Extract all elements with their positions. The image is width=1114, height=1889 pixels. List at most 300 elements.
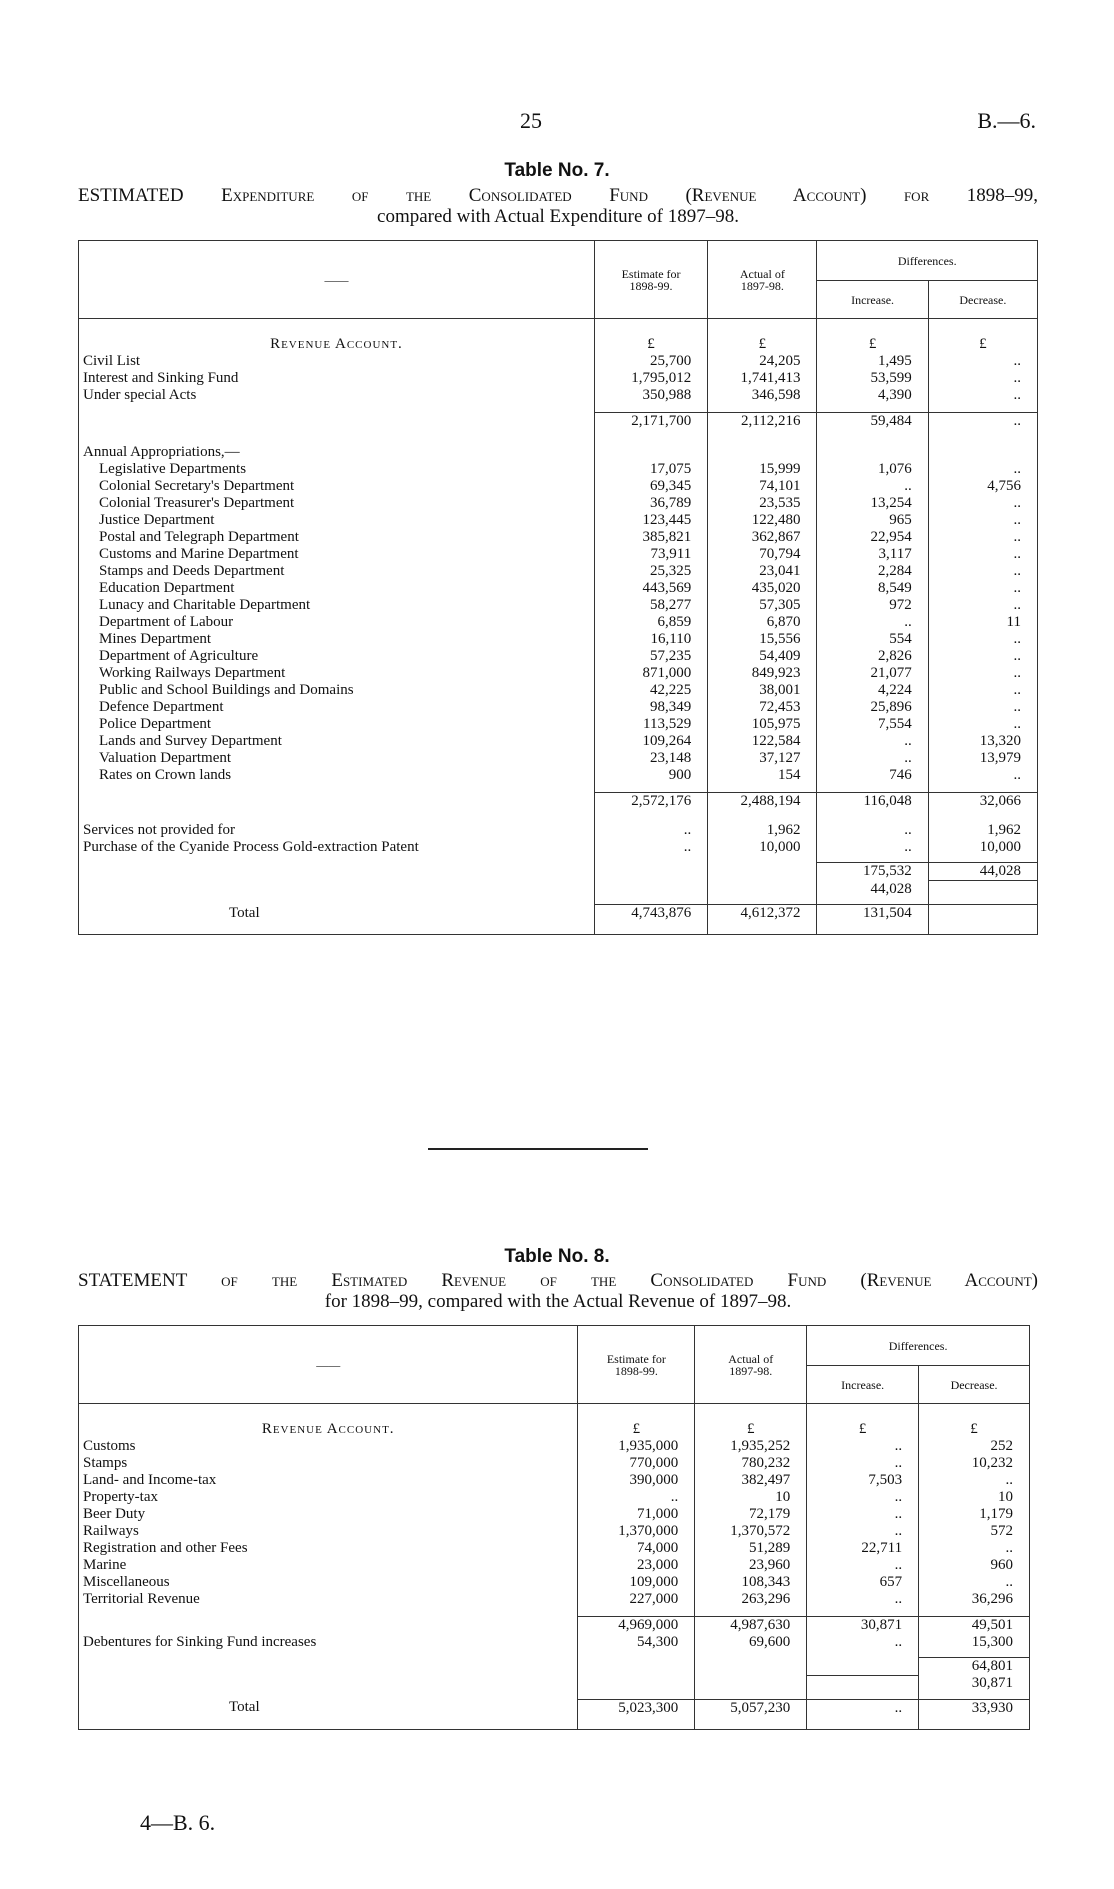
- spacer-cell: [919, 1608, 1030, 1617]
- actual-cell: 105,975: [708, 716, 817, 733]
- row-label: Civil List: [79, 353, 595, 370]
- spacer-cell: [594, 444, 707, 461]
- actual-cell: 72,179: [695, 1506, 807, 1523]
- increase-cell: 22,711: [807, 1540, 919, 1557]
- increase-cell: ..: [817, 822, 928, 839]
- increase-cell: 131,504: [817, 905, 928, 935]
- table8: [78, 1325, 1030, 1730]
- table-row: [79, 1574, 1030, 1591]
- spacer-cell: [928, 810, 1037, 822]
- actual-cell: 38,001: [708, 682, 817, 699]
- estimate-cell: 443,569: [594, 580, 707, 597]
- row-label: Justice Department: [79, 512, 595, 529]
- increase-cell: 3,117: [817, 546, 928, 563]
- table7-differences-header: Differences.: [817, 241, 1038, 281]
- currency-symbol: £: [594, 336, 707, 353]
- table-row: [79, 580, 1038, 597]
- increase-cell: ..: [807, 1438, 919, 1455]
- decrease-cell: ..: [928, 597, 1037, 614]
- table8-title: Table No. 8.: [504, 1246, 610, 1267]
- table-row: [79, 1472, 1030, 1489]
- estimate-cell: 25,325: [594, 563, 707, 580]
- decrease-cell: 572: [919, 1523, 1030, 1540]
- actual-cell: 362,867: [708, 529, 817, 546]
- table8-estimate-header: Estimate for 1898-99.: [578, 1326, 695, 1404]
- table7-caption-rest: Expenditure of the Consolidated Fund (Revenue Account) for 1898–99,: [221, 185, 1039, 206]
- estimate-cell: 1,935,000: [578, 1438, 695, 1455]
- table-row: [79, 1438, 1030, 1455]
- decrease-cell: 252: [919, 1438, 1030, 1455]
- estimate-cell: 25,700: [594, 353, 707, 370]
- actual-cell: 122,480: [708, 512, 817, 529]
- decrease-cell: ..: [928, 580, 1037, 597]
- table8-caption: [78, 1270, 1038, 1291]
- actual-cell: 2,112,216: [708, 413, 817, 431]
- estimate-cell: 900: [594, 767, 707, 784]
- increase-cell: ..: [807, 1523, 919, 1540]
- actual-cell: 6,870: [708, 614, 817, 631]
- actual-cell: 74,101: [708, 478, 817, 495]
- actual-cell: 263,296: [695, 1591, 807, 1608]
- annual-appropriations-head: Annual Appropriations,—: [79, 444, 595, 461]
- table-row: [79, 767, 1038, 784]
- estimate-cell: 74,000: [578, 1540, 695, 1557]
- increase-cell: 2,284: [817, 563, 928, 580]
- actual-cell: 122,584: [708, 733, 817, 750]
- estimate-cell: 2,171,700: [594, 413, 707, 431]
- decrease-cell: ..: [928, 370, 1037, 387]
- table-row: [79, 370, 1038, 387]
- decrease-cell: 10: [919, 1489, 1030, 1506]
- increase-cell: ..: [807, 1455, 919, 1472]
- total-row: [79, 1699, 1030, 1729]
- row-label: Mines Department: [79, 631, 595, 648]
- estimate-cell: 4,743,876: [594, 905, 707, 935]
- actual-cell: 15,556: [708, 631, 817, 648]
- spacer-cell: [708, 784, 817, 793]
- increase-cell: 554: [817, 631, 928, 648]
- increase-cell: 965: [817, 512, 928, 529]
- decrease-cell: ..: [928, 563, 1037, 580]
- table7-caption-word1: ESTIMATED: [78, 185, 184, 206]
- table-row: [79, 413, 1038, 431]
- decrease-cell: ..: [928, 648, 1037, 665]
- estimate-cell: 58,277: [594, 597, 707, 614]
- actual-cell: 51,289: [695, 1540, 807, 1557]
- decrease-cell: ..: [928, 716, 1037, 733]
- decrease-cell: 10,000: [928, 839, 1037, 856]
- spacer-cell: [578, 1658, 695, 1676]
- increase-cell: ..: [807, 1591, 919, 1608]
- increase-cell: ..: [807, 1506, 919, 1523]
- spacer-cell: [695, 1658, 807, 1676]
- estimate-cell: 6,859: [594, 614, 707, 631]
- spacer-cell: [578, 1608, 695, 1617]
- spacer-cell: [817, 430, 928, 444]
- increase-cell: 7,554: [817, 716, 928, 733]
- table7-caption-line2: compared with Actual Expenditure of 1897–98.: [377, 206, 739, 227]
- decrease-cell: ..: [928, 495, 1037, 512]
- section-separator: [428, 1148, 648, 1150]
- spacer-cell: [708, 863, 817, 881]
- increase-offset: 44,028: [817, 881, 928, 899]
- actual-cell: 2,488,194: [708, 793, 817, 811]
- estimate-cell: ..: [594, 839, 707, 856]
- estimate-cell: 17,075: [594, 461, 707, 478]
- row-label: Miscellaneous: [79, 1574, 578, 1591]
- row-label: Registration and other Fees: [79, 1540, 578, 1557]
- increase-cell: 4,224: [817, 682, 928, 699]
- currency-symbol: £: [807, 1421, 919, 1438]
- increase-cell: 116,048: [817, 793, 928, 811]
- spacer-cell: [594, 784, 707, 793]
- table8-caption-rest: of the Estimated Revenue of the Consolidated Fund (Revenue Account): [221, 1270, 1039, 1291]
- row-label: Lunacy and Charitable Department: [79, 597, 595, 614]
- spacer-cell: [79, 1658, 578, 1676]
- table8-section-head: Revenue Account.: [79, 1421, 578, 1438]
- estimate-cell: 73,911: [594, 546, 707, 563]
- spacer-cell: [708, 404, 817, 413]
- spacer-cell: [695, 1608, 807, 1617]
- row-label: [79, 793, 595, 811]
- table8-actual-header: Actual of 1897-98.: [695, 1326, 807, 1404]
- estimate-cell: 71,000: [578, 1506, 695, 1523]
- row-label: Customs and Marine Department: [79, 546, 595, 563]
- row-label: Total: [79, 905, 595, 935]
- spacer-cell: [594, 863, 707, 881]
- increase-cell: 21,077: [817, 665, 928, 682]
- row-label: Department of Agriculture: [79, 648, 595, 665]
- table-row: [79, 597, 1038, 614]
- currency-symbol: £: [817, 336, 928, 353]
- currency-symbol: £: [695, 1421, 807, 1438]
- decrease-cell: ..: [928, 353, 1037, 370]
- increase-gross: 175,532: [817, 863, 928, 881]
- table-row: [79, 1523, 1030, 1540]
- table-row: [79, 353, 1038, 370]
- table-row: [79, 665, 1038, 682]
- decrease-cell: 11: [928, 614, 1037, 631]
- row-label: Customs: [79, 1438, 578, 1455]
- decrease-cell: ..: [928, 512, 1037, 529]
- table-row: [79, 1506, 1030, 1523]
- spacer-cell: [708, 810, 817, 822]
- estimate-cell: 113,529: [594, 716, 707, 733]
- increase-cell: 53,599: [817, 370, 928, 387]
- decrease-cell: ..: [928, 413, 1037, 431]
- increase-cell: 30,871: [807, 1617, 919, 1635]
- row-label: Railways: [79, 1523, 578, 1540]
- increase-cell: 746: [817, 767, 928, 784]
- table8-caption-line2: for 1898–99, compared with the Actual Revenue of 1897–98.: [324, 1291, 792, 1312]
- table-row: [79, 822, 1038, 839]
- currency-symbol: £: [578, 1421, 695, 1438]
- actual-cell: 849,923: [708, 665, 817, 682]
- table-row: [79, 682, 1038, 699]
- decrease-cell: ..: [928, 631, 1037, 648]
- spacer-cell: [807, 1608, 919, 1617]
- estimate-cell: 350,988: [594, 387, 707, 404]
- table-row: [79, 563, 1038, 580]
- actual-cell: 1,962: [708, 822, 817, 839]
- row-label: Colonial Secretary's Department: [79, 478, 595, 495]
- row-label: Services not provided for: [79, 822, 595, 839]
- row-label: Police Department: [79, 716, 595, 733]
- spacer-cell: [578, 1675, 695, 1693]
- decrease-cell: ..: [928, 699, 1037, 716]
- row-label: Valuation Department: [79, 750, 595, 767]
- decrease-cell: ..: [928, 682, 1037, 699]
- row-label: [79, 413, 595, 431]
- table7-actual-header: Actual of 1897-98.: [708, 241, 817, 319]
- increase-cell: 13,254: [817, 495, 928, 512]
- table7-section-head: Revenue Account.: [79, 336, 595, 353]
- actual-cell: 15,999: [708, 461, 817, 478]
- actual-cell: 70,794: [708, 546, 817, 563]
- actual-cell: 154: [708, 767, 817, 784]
- estimate-cell: 770,000: [578, 1455, 695, 1472]
- table-row: [79, 1634, 1030, 1651]
- decrease-cell: 32,066: [928, 793, 1037, 811]
- table7-increase-header: Increase.: [817, 281, 928, 319]
- currency-symbol: £: [928, 336, 1037, 353]
- decrease-cell: 49,501: [919, 1617, 1030, 1635]
- decrease-cell: ..: [919, 1574, 1030, 1591]
- table7-estimate-header: Estimate for 1898-99.: [594, 241, 707, 319]
- row-label: Lands and Survey Department: [79, 733, 595, 750]
- table7: [78, 240, 1038, 935]
- actual-cell: 24,205: [708, 353, 817, 370]
- spacer-cell: [708, 430, 817, 444]
- row-label: Colonial Treasurer's Department: [79, 495, 595, 512]
- estimate-cell: 109,000: [578, 1574, 695, 1591]
- decrease-cell: ..: [928, 387, 1037, 404]
- row-label: Purchase of the Cyanide Process Gold-extraction Patent: [79, 839, 595, 856]
- actual-cell: 4,987,630: [695, 1617, 807, 1635]
- footer-signature: 4—B. 6.: [140, 1810, 216, 1835]
- actual-cell: 382,497: [695, 1472, 807, 1489]
- decrease-cell: 4,756: [928, 478, 1037, 495]
- estimate-cell: 36,789: [594, 495, 707, 512]
- row-label: Under special Acts: [79, 387, 595, 404]
- spacer-cell: [79, 810, 595, 822]
- decrease-cell: 15,300: [919, 1634, 1030, 1651]
- decrease-cell: [928, 905, 1037, 935]
- spacer-cell: [817, 784, 928, 793]
- table-row: [79, 529, 1038, 546]
- increase-cell: ..: [817, 733, 928, 750]
- estimate-cell: 4,969,000: [578, 1617, 695, 1635]
- spacer-cell: [708, 444, 817, 461]
- spacer-cell: [79, 1608, 578, 1617]
- increase-cell: 22,954: [817, 529, 928, 546]
- row-label: Debentures for Sinking Fund increases: [79, 1634, 578, 1651]
- actual-cell: 57,305: [708, 597, 817, 614]
- currency-symbol: £: [708, 336, 817, 353]
- row-label: [79, 1617, 578, 1635]
- decrease-offset: 30,871: [919, 1675, 1030, 1693]
- estimate-cell: ..: [578, 1489, 695, 1506]
- increase-cell: 972: [817, 597, 928, 614]
- estimate-cell: 16,110: [594, 631, 707, 648]
- table-row: [79, 1489, 1030, 1506]
- increase-cell: 25,896: [817, 699, 928, 716]
- decrease-cell: ..: [928, 665, 1037, 682]
- table8-decrease-header: Decrease.: [919, 1366, 1030, 1404]
- row-label: Postal and Telegraph Department: [79, 529, 595, 546]
- table-row: [79, 387, 1038, 404]
- spacer-cell: [594, 430, 707, 444]
- actual-cell: 1,741,413: [708, 370, 817, 387]
- table-row: [79, 512, 1038, 529]
- estimate-cell: 69,345: [594, 478, 707, 495]
- actual-cell: 23,535: [708, 495, 817, 512]
- estimate-cell: 1,370,000: [578, 1523, 695, 1540]
- row-label: Working Railways Department: [79, 665, 595, 682]
- table7-title: Table No. 7.: [504, 160, 610, 181]
- table-row: [79, 495, 1038, 512]
- table7-caption: [78, 185, 1038, 206]
- table8-caption-word1: STATEMENT: [78, 1270, 187, 1291]
- increase-cell: ..: [807, 1489, 919, 1506]
- spacer-cell: [928, 784, 1037, 793]
- spacer-cell: [817, 444, 928, 461]
- table7-decrease-header: Decrease.: [928, 281, 1037, 319]
- decrease-cell: ..: [919, 1472, 1030, 1489]
- spacer-cell: [928, 444, 1037, 461]
- row-label: Territorial Revenue: [79, 1591, 578, 1608]
- row-label: Public and School Buildings and Domains: [79, 682, 595, 699]
- spacer-cell: [928, 404, 1037, 413]
- actual-cell: 10,000: [708, 839, 817, 856]
- increase-cell: ..: [817, 614, 928, 631]
- increase-cell: 7,503: [807, 1472, 919, 1489]
- increase-cell: ..: [817, 478, 928, 495]
- currency-symbol: £: [919, 1421, 1030, 1438]
- decrease-cell: ..: [928, 767, 1037, 784]
- spacer-cell: [928, 881, 1037, 899]
- table-row: [79, 1455, 1030, 1472]
- document-reference: B.—6.: [977, 108, 1036, 133]
- estimate-cell: ..: [594, 822, 707, 839]
- estimate-cell: 385,821: [594, 529, 707, 546]
- increase-cell: 2,826: [817, 648, 928, 665]
- row-label: Stamps: [79, 1455, 578, 1472]
- actual-cell: 108,343: [695, 1574, 807, 1591]
- row-label: Interest and Sinking Fund: [79, 370, 595, 387]
- actual-cell: 5,057,230: [695, 1699, 807, 1729]
- actual-cell: 37,127: [708, 750, 817, 767]
- table-row: [79, 1557, 1030, 1574]
- decrease-cell: 960: [919, 1557, 1030, 1574]
- estimate-cell: 871,000: [594, 665, 707, 682]
- increase-cell: ..: [807, 1634, 919, 1651]
- table-row: [79, 1540, 1030, 1557]
- spacer-cell: [817, 404, 928, 413]
- spacer-cell: [594, 404, 707, 413]
- estimate-cell: 2,572,176: [594, 793, 707, 811]
- estimate-cell: 57,235: [594, 648, 707, 665]
- table-row: [79, 733, 1038, 750]
- table-row: [79, 648, 1038, 665]
- actual-cell: 10: [695, 1489, 807, 1506]
- table-row: [79, 716, 1038, 733]
- row-label: Land- and Income-tax: [79, 1472, 578, 1489]
- estimate-cell: 123,445: [594, 512, 707, 529]
- table-row: [79, 750, 1038, 767]
- actual-cell: 54,409: [708, 648, 817, 665]
- estimate-cell: 42,225: [594, 682, 707, 699]
- table-row: [79, 1591, 1030, 1608]
- spacer-cell: [79, 863, 595, 881]
- actual-cell: 4,612,372: [708, 905, 817, 935]
- decrease-cell: 13,320: [928, 733, 1037, 750]
- row-label: Property-tax: [79, 1489, 578, 1506]
- table-row: [79, 699, 1038, 716]
- table8-differences-header: Differences.: [807, 1326, 1030, 1366]
- actual-cell: 69,600: [695, 1634, 807, 1651]
- estimate-cell: 98,349: [594, 699, 707, 716]
- decrease-cell: 33,930: [919, 1699, 1030, 1729]
- row-label: Beer Duty: [79, 1506, 578, 1523]
- decrease-cell: ..: [928, 461, 1037, 478]
- spacer-cell: [807, 1658, 919, 1676]
- increase-cell: 1,076: [817, 461, 928, 478]
- row-label: Education Department: [79, 580, 595, 597]
- decrease-cell: ..: [919, 1540, 1030, 1557]
- spacer-cell: [79, 430, 595, 444]
- spacer-cell: [79, 881, 595, 899]
- row-label: Department of Labour: [79, 614, 595, 631]
- increase-cell: ..: [817, 750, 928, 767]
- estimate-cell: 1,795,012: [594, 370, 707, 387]
- table-row: [79, 461, 1038, 478]
- spacer-cell: [708, 881, 817, 899]
- table8-increase-header: Increase.: [807, 1366, 919, 1404]
- total-row: [79, 905, 1038, 935]
- spacer-cell: [928, 430, 1037, 444]
- row-label: Stamps and Deeds Department: [79, 563, 595, 580]
- estimate-cell: 5,023,300: [578, 1699, 695, 1729]
- actual-cell: 1,935,252: [695, 1438, 807, 1455]
- row-label: Legislative Departments: [79, 461, 595, 478]
- estimate-cell: 23,000: [578, 1557, 695, 1574]
- spacer-cell: [695, 1675, 807, 1693]
- estimate-cell: 23,148: [594, 750, 707, 767]
- increase-cell: 8,549: [817, 580, 928, 597]
- decrease-gross: 64,801: [919, 1658, 1030, 1676]
- table-row: [79, 614, 1038, 631]
- decrease-cell: ..: [928, 546, 1037, 563]
- actual-cell: 1,370,572: [695, 1523, 807, 1540]
- decrease-gross: 44,028: [928, 863, 1037, 881]
- decrease-cell: 36,296: [919, 1591, 1030, 1608]
- estimate-cell: 390,000: [578, 1472, 695, 1489]
- decrease-cell: 13,979: [928, 750, 1037, 767]
- actual-cell: 780,232: [695, 1455, 807, 1472]
- row-label: Defence Department: [79, 699, 595, 716]
- spacer-cell: [79, 404, 595, 413]
- page-number: 25: [520, 108, 542, 133]
- actual-cell: 23,960: [695, 1557, 807, 1574]
- increase-cell: ..: [807, 1699, 919, 1729]
- row-label: Rates on Crown lands: [79, 767, 595, 784]
- actual-cell: 23,041: [708, 563, 817, 580]
- decrease-cell: ..: [928, 529, 1037, 546]
- increase-cell: 59,484: [817, 413, 928, 431]
- table-row: [79, 1617, 1030, 1635]
- decrease-cell: 1,962: [928, 822, 1037, 839]
